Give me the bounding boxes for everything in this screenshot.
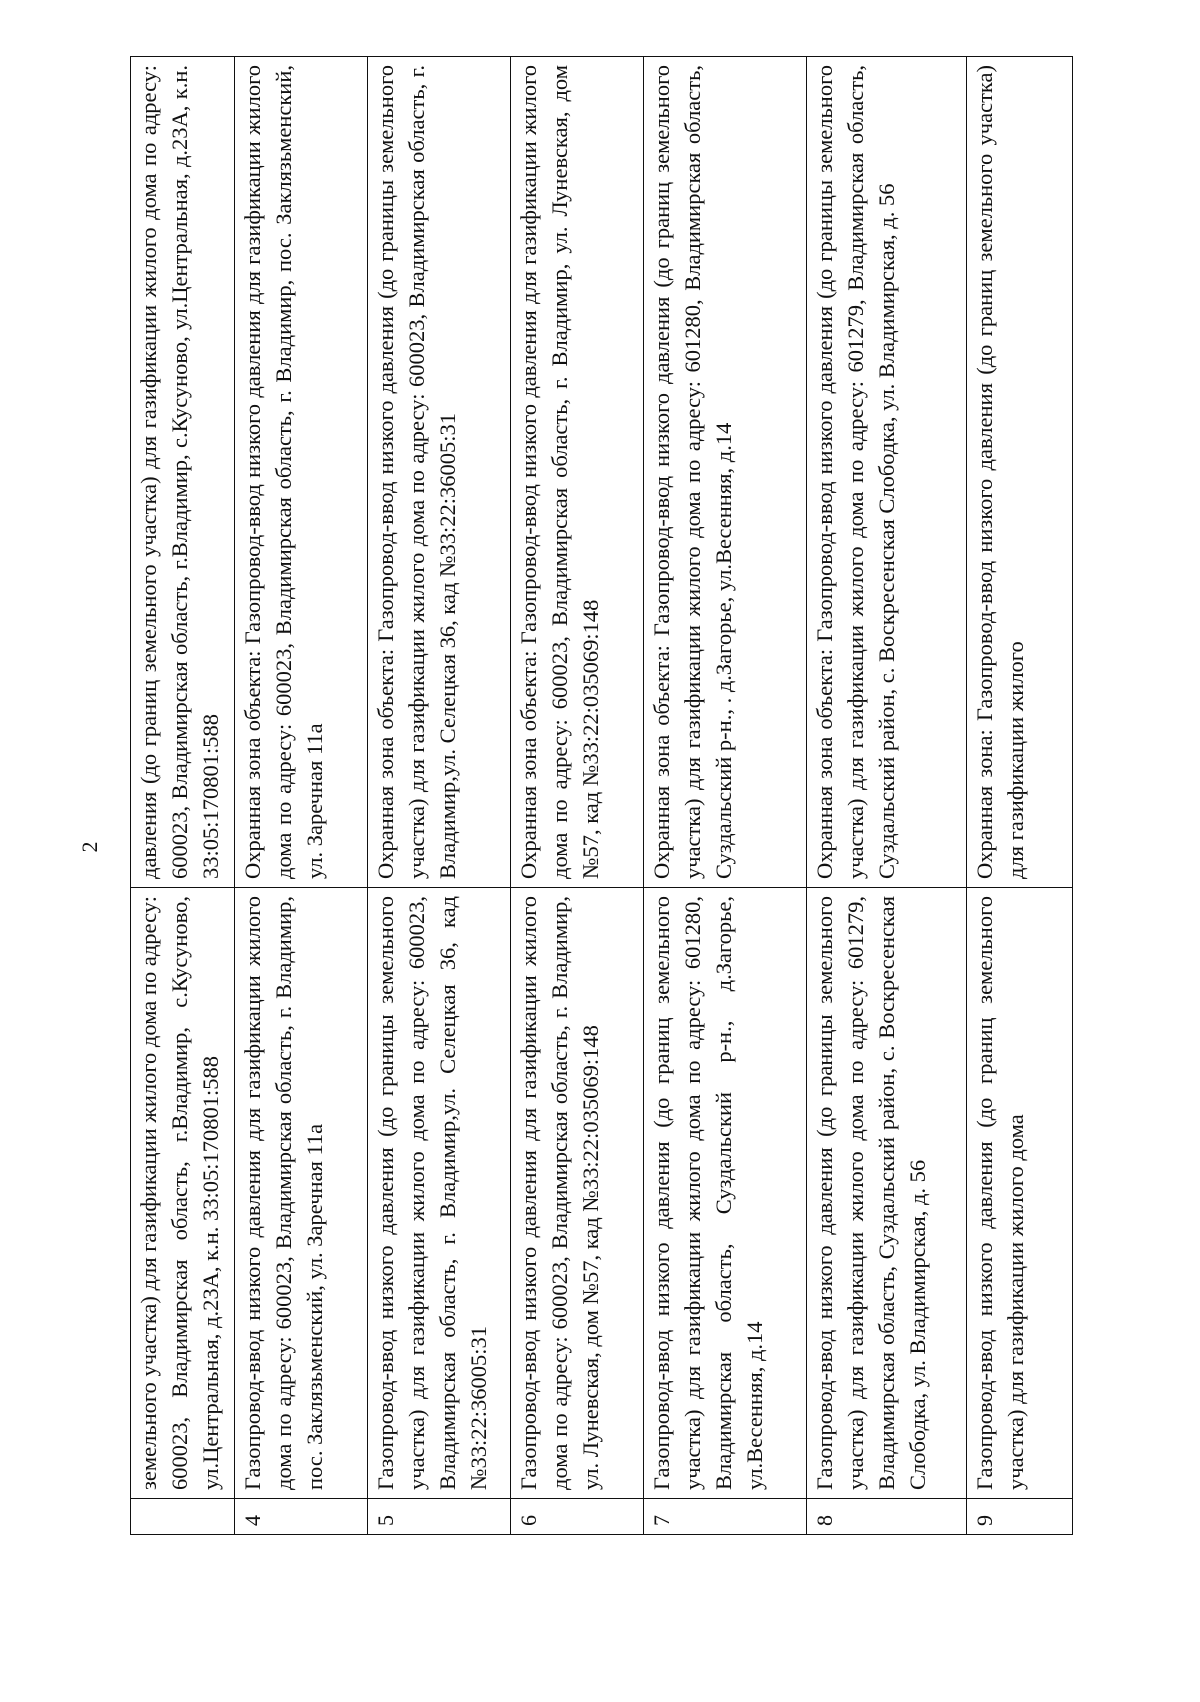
table-row [967,57,1073,1535]
protection-zone-description: Охранная зона объекта: Газопровод-ввод низкого давления для газификации жилого дома по адресу: 600023, Владимирская область, г. Владимир, пос. Заклязьменский, ул. Заречная 11а [235,57,368,888]
object-description: Газопровод-ввод низкого давления (до границы земельного участка) для газификации жилого дома по адресу: 600023, Владимирская область, г. Владимир,ул. Селецкая 36, кад №33:22:36005:31 [368,888,511,1499]
row-number: 8 [807,1499,967,1535]
table-row [131,57,235,1535]
row-number [131,1499,235,1535]
table-row [644,57,807,1535]
object-description: Газопровод-ввод низкого давления для газификации жилого дома по адресу: 600023, Владимирская область, г. Владимир, пос. Заклязьменский, ул. Заречная 11а [235,888,368,1499]
table-row [511,57,644,1535]
protection-zone-description: Охранная зона объекта: Газопровод-ввод низкого давления (до границы земельного участка) для газификации жилого дома по адресу: 600023, Владимирская область, г. Владимир,ул. Селецкая 36, кад №33:22:36005:31 [368,57,511,888]
page-number: 2 [77,841,102,853]
object-description: земельного участка) для газификации жилого дома по адресу: 600023, Владимирская область, г.Владимир, с.Кусуново, ул.Центральная, д.23А, к.н. 33:05:170801:588 [131,888,235,1499]
protection-zone-description: Охранная зона объекта: Газопровод-ввод низкого давления для газификации жилого дома по адресу: 600023, Владимирская область, г. Владимир, ул. Луневская, дом №57, кад №33:22:035069:148 [511,57,644,888]
object-description: Газопровод-ввод низкого давления (до границ земельного участка) для газификации жилого дома [967,888,1073,1499]
objects-table [130,56,1073,1535]
table-row [807,57,967,1535]
protection-zone-description: Охранная зона: Газопровод-ввод низкого давления (до границ земельного участка) для газификации жилого [967,57,1073,888]
row-number: 4 [235,1499,368,1535]
table-row [235,57,368,1535]
row-number: 6 [511,1499,644,1535]
protection-zone-description: давления (до границ земельного участка) для газификации жилого дома по адресу: 600023, Владимирская область, г.Владимир, с.Кусуново, ул.Центральная, д.23А, к.н. 33:05:170801:588 [131,57,235,888]
protection-zone-description: Охранная зона объекта: Газопровод-ввод низкого давления (до границы земельного участка) для газификации жилого дома по адресу: 601279, Владимирская область, Суздальский район, с. Воскресенская Слободка, ул. Владимирская, д. 56 [807,57,967,888]
object-description: Газопровод-ввод низкого давления (до границ земельного участка) для газификации жилого дома по адресу: 601280, Владимирская область, Суздальский р-н., д.Загорье, ул.Весенняя, д.14 [644,888,807,1499]
row-number: 5 [368,1499,511,1535]
object-description: Газопровод-ввод низкого давления (до границы земельного участка) для газификации жилого дома по адресу: 601279, Владимирская область, Суздальский район, с. Воскресенская Слободка, ул. Владимирская, д. 56 [807,888,967,1499]
row-number: 9 [967,1499,1073,1535]
rotated-table-container [130,57,1072,1535]
object-description: Газопровод-ввод низкого давления для газификации жилого дома по адресу: 600023, Владимирская область, г. Владимир, ул. Луневская, дом №57, кад №33:22:035069:148 [511,888,644,1499]
row-number: 7 [644,1499,807,1535]
table-row [368,57,511,1535]
protection-zone-description: Охранная зона объекта: Газопровод-ввод низкого давления (до границ земельного участка) для газификации жилого дома по адресу: 601280, Владимирская область, Суздальский р-н., . д.Загорье, ул.Весенняя, д.14 [644,57,807,888]
